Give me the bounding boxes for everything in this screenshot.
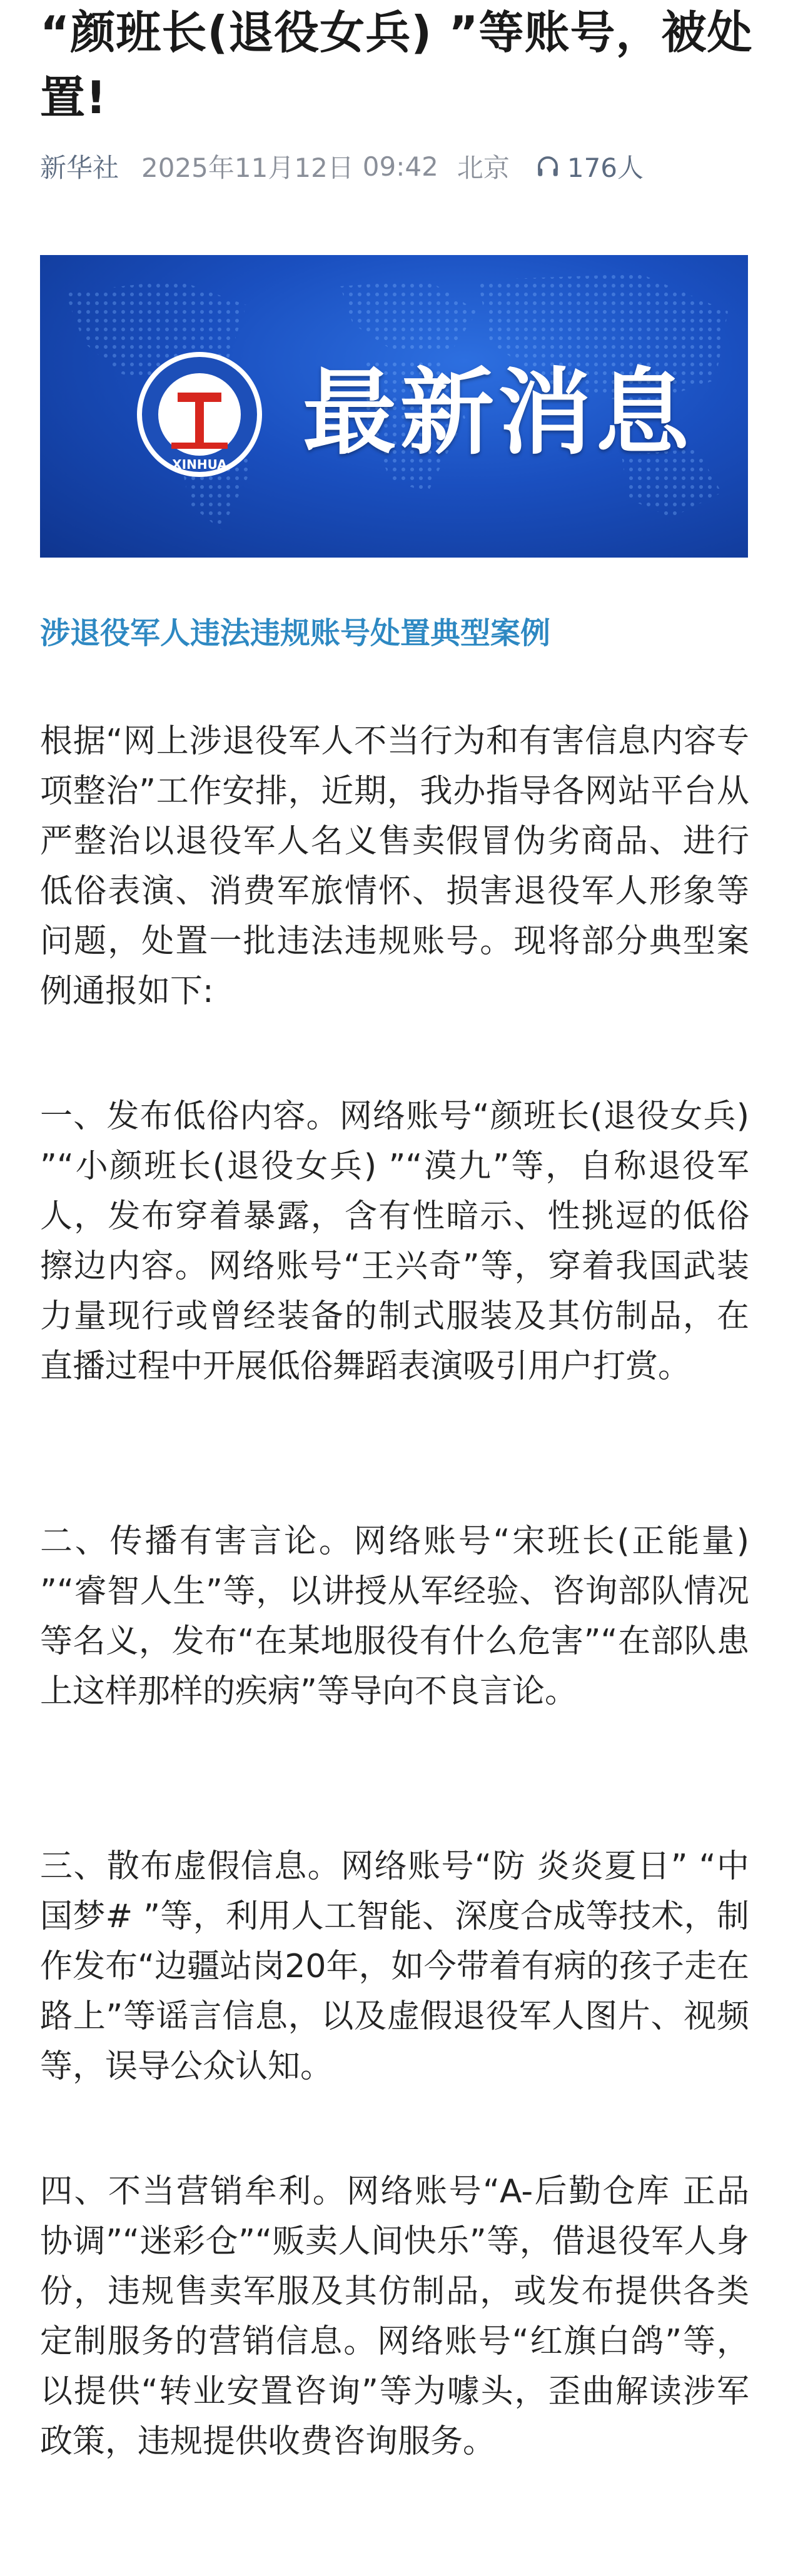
news-banner-image	[40, 255, 748, 558]
article-meta	[40, 148, 644, 185]
paragraph-case-3: 三、散布虚假信息。网络账号“防 炎炎夏日” “中国梦# ”等，利用人工智能、深度合成等技术，制作发布“边疆站岗20年，如今带着有病的孩子走在路上”等谣言信息，以及虚假退役军人图片、视频等，误导公众认知。	[40, 1848, 749, 2085]
listen-count-value: 176人	[567, 153, 644, 183]
publish-time: 09:42	[362, 151, 438, 182]
section-heading: 涉退役军人违法违规账号处置典型案例	[40, 616, 551, 651]
logo-lettering: XINHUA	[172, 457, 227, 472]
xinhua-logo	[134, 349, 265, 480]
paragraph-intro: 根据“网上涉退役军人不当行为和有害信息内容专项整治”工作安排，近期，我办指导各网站平台从严整治以退役军人名义售卖假冒伪劣商品、进行低俗表演、消费军旅情怀、损害退役军人形象等问题，处置一批违法违规账号。现将部分典型案例通报如下:	[40, 723, 749, 1010]
article-title: “颜班长(退役女兵) ”等账号，被处置!	[40, 6, 753, 124]
headphones-icon	[535, 153, 561, 179]
publish-date: 2025年11月12日	[141, 153, 354, 183]
listen-count[interactable]	[535, 148, 644, 185]
paragraph-case-1: 一、发布低俗内容。网络账号“颜班长(退役女兵) ”“小颜班长(退役女兵) ”“漠九”等，自称退役军人，发布穿着暴露，含有性暗示、性挑逗的低俗擦边内容。网络账号“王兴奇”等，穿着我国武装力量现行或曾经装备的制式服装及其仿制品，在直播过程中开展低俗舞蹈表演吸引用户打赏。	[40, 1098, 749, 1385]
banner-headline: 最新消息	[303, 359, 694, 468]
publish-location: 北京	[457, 153, 510, 183]
paragraph-case-2: 二、传播有害言论。网络账号“宋班长(正能量) ”“睿智人生”等，以讲授从军经验、咨询部队情况等名义，发布“在某地服役有什么危害”“在部队患上这样那样的疾病”等导向不良言论。	[40, 1523, 749, 1710]
source-link[interactable]: 新华社	[40, 153, 119, 183]
paragraph-case-4: 四、不当营销牟利。网络账号“A-后勤仓库 正品协调”“迷彩仓”“贩卖人间快乐”等，借退役军人身份，违规售卖军服及其仿制品，或发布提供各类定制服务的营销信息。网络账号“红旗白鸽”等，以提供“转业安置咨询”等为噱头，歪曲解读涉军政策，违规提供收费咨询服务。	[40, 2173, 749, 2460]
